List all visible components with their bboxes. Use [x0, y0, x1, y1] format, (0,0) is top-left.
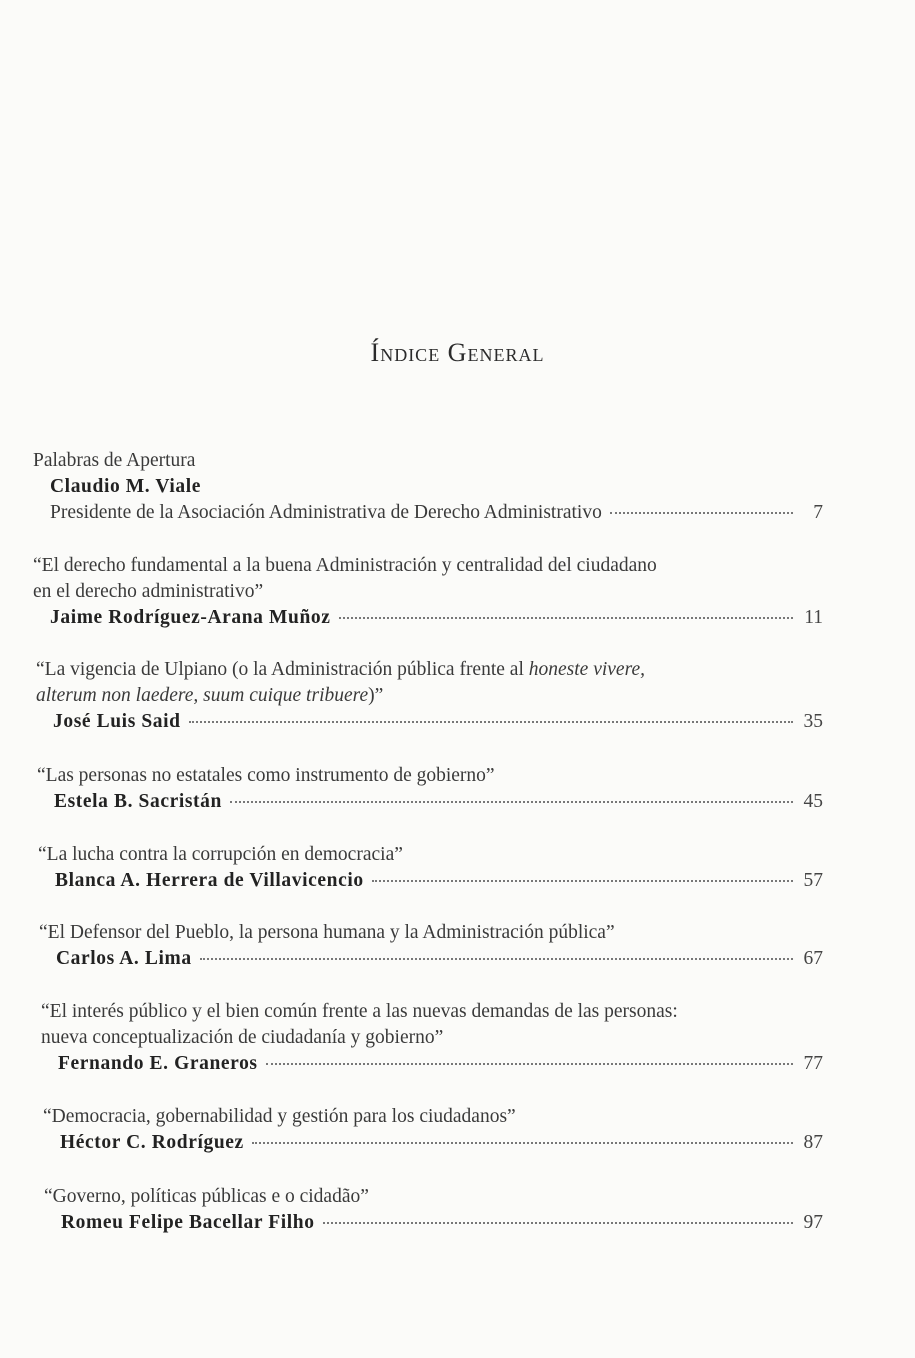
toc-entry-2	[33, 553, 823, 631]
entry-page-number: 57	[803, 870, 823, 891]
toc-entry-9	[44, 1184, 823, 1236]
entry-author: Jaime Rodríguez-Arana Muñoz	[50, 607, 331, 628]
entry-title-cont: en el derecho administrativo”	[33, 581, 264, 602]
entry-author: Blanca A. Herrera de Villavicencio	[55, 870, 364, 891]
entry-author: Claudio M. Viale	[50, 476, 201, 497]
entry-page-number: 97	[803, 1212, 823, 1233]
entry-author: Carlos A. Lima	[56, 948, 192, 969]
entry-page-number: 7	[813, 502, 823, 523]
entry-title: Palabras de Apertura	[33, 450, 196, 471]
dot-leader	[266, 1063, 793, 1065]
toc-entry-3	[36, 657, 823, 735]
entry-author: Romeu Felipe Bacellar Filho	[61, 1212, 315, 1233]
toc-entry-1	[33, 448, 823, 526]
toc-entry-7	[41, 999, 823, 1077]
toc-entry-4	[37, 763, 823, 815]
entry-author: Héctor C. Rodríguez	[60, 1132, 244, 1153]
dot-leader	[252, 1142, 793, 1144]
toc-entry-6	[39, 920, 823, 972]
entry-title: “Democracia, gobernabilidad y gestión para los ciudadanos”	[43, 1106, 516, 1127]
dot-leader	[323, 1222, 793, 1224]
entry-title: “El derecho fundamental a la buena Administración y centralidad del ciudadano	[33, 555, 657, 576]
page-title: Índice General	[370, 338, 545, 367]
entry-page-number: 77	[803, 1053, 823, 1074]
dot-leader	[610, 512, 793, 514]
entry-title-cont: nueva conceptualización de ciudadanía y gobierno”	[41, 1027, 444, 1048]
entry-page-number: 67	[803, 948, 823, 969]
entry-page-number: 35	[803, 711, 823, 732]
toc-entry-5	[38, 842, 823, 894]
entry-page-number: 87	[803, 1132, 823, 1153]
entry-page-number: 11	[804, 607, 823, 628]
entry-author: Estela B. Sacristán	[54, 791, 222, 812]
entry-title-cont: alterum non laedere, suum cuique tribuere)”	[36, 685, 384, 706]
toc-entry-8	[43, 1104, 823, 1156]
entry-author: Fernando E. Graneros	[58, 1053, 258, 1074]
dot-leader	[339, 617, 794, 619]
entry-title: “La vigencia de Ulpiano (o la Administración pública frente al honeste vivere,	[36, 659, 645, 680]
dot-leader	[372, 880, 793, 882]
dot-leader	[189, 721, 793, 723]
entry-author-role: Presidente de la Asociación Administrativa de Derecho Administrativo	[50, 502, 602, 523]
entry-author: José Luis Said	[53, 711, 181, 732]
dot-leader	[230, 801, 793, 803]
entry-title: “Las personas no estatales como instrumento de gobierno”	[37, 765, 495, 786]
entry-title: “La lucha contra la corrupción en democracia”	[38, 844, 403, 865]
entry-title: “El Defensor del Pueblo, la persona humana y la Administración pública”	[39, 922, 615, 943]
entry-title: “El interés público y el bien común frente a las nuevas demandas de las personas:	[41, 1001, 678, 1022]
dot-leader	[200, 958, 793, 960]
entry-page-number: 45	[803, 791, 823, 812]
entry-title: “Governo, políticas públicas e o cidadão”	[44, 1186, 369, 1207]
